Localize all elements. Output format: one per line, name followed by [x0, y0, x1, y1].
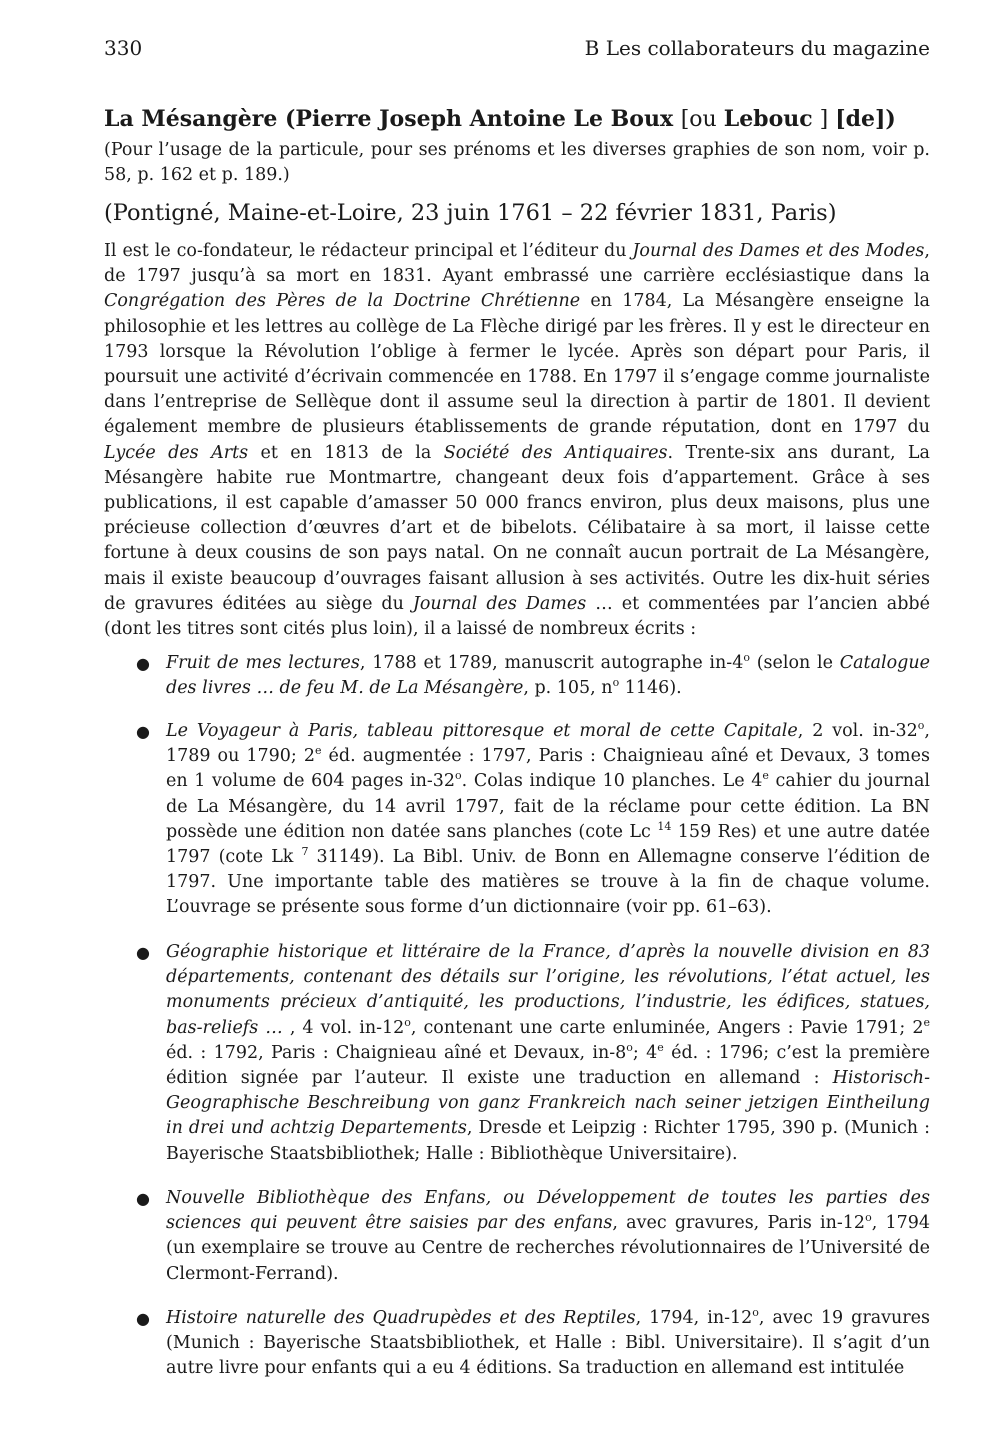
text-run: cahier du journal de La Mésangère, du 14 avril 1797, fait de la réclame pour cette édition. La BN possède une édition non datée sans planches (cote Lc — [166, 771, 930, 842]
journal-title: Journal des Dames et des Modes — [632, 241, 925, 261]
text-run: éd. : 1792, Paris : Chaignieau aîné et Devaux, in-8 — [166, 1042, 627, 1063]
text-run: ; 4 — [632, 1042, 658, 1063]
text-run: , contenant une carte enluminée, Angers : Pavie 1791; 2 — [410, 1017, 924, 1038]
superscript: o — [917, 719, 925, 733]
entry-name: La Mésangère (Pierre Joseph Antoine Le Boux — [104, 106, 681, 132]
text-run: , 1794 (un exemplaire se trouve au Centre de recherches révolutionnaires de l’Université de Clermont-Ferrand). — [166, 1213, 930, 1284]
section-title: B Les collaborateurs du magazine — [584, 36, 930, 60]
bullet-icon: ● — [136, 722, 150, 741]
text-run: , 1789 ou 1790; 2 — [166, 721, 930, 767]
text-run: , p. 105, n — [523, 678, 613, 699]
superscript: e — [762, 769, 769, 783]
page-number: 330 — [104, 36, 143, 60]
list-item — [136, 940, 931, 1167]
text-run: . Trente-six ans durant, La Mésangère habite rue Montmartre, changeant deux fois d’appartement. Grâce à ses publications, il est capable d’amasser 50 000 francs environ, plus deux maisons, plus une précieuse collection d’œuvres d’art et de bibelots. Célibataire à sa mort, il laisse cette fortune à deux cousins de son pays natal. On ne connaît aucun portrait de La Mésangère, mais il existe beaucoup d’ouvrages faisant allusion à ses activités. Outre les dix-huit séries de gravures éditées au siège du — [104, 442, 930, 614]
particle: [de]) — [835, 106, 896, 132]
running-header — [104, 34, 930, 62]
text-run: , de 1797 jusqu’à sa mort en 1831. Ayant embrassé une carrière ecclésiastique dans la — [104, 241, 930, 287]
usage-note: (Pour l’usage de la particule, pour ses prénoms et les diverses graphies de son nom, voir p. 58, p. 162 et p. 189.) — [104, 140, 930, 185]
alt-name-close: ] — [812, 107, 836, 132]
work-title: Géographie historique et littéraire de la France, d’après la nouvelle division en 83 départements, contenant des détails sur l’origine, les révolutions, l’état actuel, les monuments précieux d’antiquité, les productions, l’industrie, les édifices, statues, bas-reliefs … — [166, 942, 930, 1038]
superscript: e — [923, 1015, 930, 1029]
superscript: o — [752, 1306, 759, 1320]
superscript: o — [455, 769, 462, 783]
superscript: 7 — [301, 845, 309, 859]
entry-heading — [104, 104, 930, 135]
text-run: 31149). La Bibl. Univ. de Bonn en Allemagne conserve l’édition de 1797. Une importante table des matières se trouve à la fin de chaque volume. L’ouvrage se présente sous forme d’un dictionnaire (voir pp. 61–63). — [166, 847, 930, 918]
superscript: 14 — [657, 819, 672, 833]
text-run: , 4 vol. in-12 — [282, 1017, 405, 1038]
list-item — [136, 719, 930, 921]
work-title: Le Voyageur à Paris, tableau pittoresque et moral de cette Capitale — [166, 721, 798, 741]
work-title: Histoire naturelle des Quadrupèdes et des Reptiles — [166, 1308, 636, 1328]
superscript: e — [315, 744, 322, 758]
list-item — [136, 1186, 930, 1287]
list-item — [136, 1306, 930, 1382]
text-run: , 2 vol. in-32 — [797, 721, 918, 741]
text-run: et en 1813 de la — [248, 442, 444, 463]
congregation-name: Congrégation des Pères de la Doctrine Chrétienne — [104, 291, 581, 312]
biography-paragraph — [104, 239, 930, 642]
superscript: o — [865, 1211, 872, 1225]
bullet-icon: ● — [136, 1189, 150, 1208]
text-run: éd. : 1796; c’est la première édition signée par l’auteur. Il existe une traduction en allemand : — [166, 1042, 931, 1089]
bullet-icon: ● — [136, 654, 150, 673]
work-title: Nouvelle Bibliothèque des Enfans, ou Développement de toutes les parties des sciences qui peuvent être saisies par des enfans — [166, 1188, 930, 1234]
alt-name-open: [ou — [680, 107, 724, 132]
institution-name: Lycée des Arts — [104, 442, 249, 463]
superscript: o — [743, 651, 750, 665]
list-item — [136, 651, 930, 701]
text-run: , 1794, in-12 — [635, 1308, 753, 1328]
text-run: , avec gravures, Paris in-12 — [612, 1213, 866, 1234]
translation-title: Historisch-Geographische Beschreibung von ganz Frankreich nach seiner jetzigen Eintheilung in drei und achtzig Departements — [166, 1068, 930, 1139]
text-run: Il est le co-fondateur, le rédacteur principal et l’éditeur du — [104, 241, 633, 261]
institution-name: Société des Antiquaires — [443, 442, 668, 463]
text-run: 159 Res) et une autre datée 1797 (cote Lk — [166, 821, 930, 868]
text-run: … et commentées par l’ancien abbé (dont les titres sont cités plus loin), il a laissé de nombreux écrits : — [104, 593, 930, 640]
journal-title: Journal des Dames — [412, 593, 587, 614]
superscript: o — [626, 1040, 633, 1054]
catalogue-title: Catalogue des livres … de feu M. de La Mésangère — [166, 653, 930, 699]
text-run: . Colas indique 10 planches. Le 4 — [461, 771, 763, 792]
text-run: , avec 19 gravures (Munich : Bayerische Staatsbibliothek, et Halle : Bibl. Universitaire). Il s’agit d’un autre livre pour enfants qui a eu 4 éditions. Sa traduction en allemand est intitulée — [166, 1308, 930, 1379]
alt-name: Lebouc — [723, 106, 813, 132]
superscript: e — [657, 1040, 664, 1054]
text-run: en 1784, La Mésangère enseigne la philosophie et les lettres au collège de La Flèche dirigé par les frères. Il y est le directeur en 1793 lorsque la Révolution l’oblige à fermer le lycée. Après son départ pour Paris, il poursuit une activité d’écrivain commencée en 1788. En 1797 il s’engage comme journaliste dans l’entreprise de Sellèque dont il assume seul la direction à partir de 1801. Il devient également membre de plusieurs établissements de grande réputation, dont en 1797 du — [104, 291, 930, 438]
work-title: Fruit de mes lectures — [166, 653, 360, 673]
superscript: o — [612, 676, 620, 690]
text-run: (selon le — [749, 653, 840, 673]
text-run: 1146). — [619, 678, 682, 699]
life-dates: (Pontigné, Maine-et-Loire, 23 juin 1761 – 22 février 1831, Paris) — [104, 200, 837, 226]
superscript: o — [404, 1015, 411, 1029]
text-run: éd. augmentée : 1797, Paris : Chaignieau aîné et Devaux, 3 tomes en 1 volume de 604 pages in-32 — [166, 746, 930, 792]
text-run: , Dresde et Leipzig : Richter 1795, 390 p. (Munich : Bayerische Staatsbibliothek; Halle : Bibliothèque Universitaire). — [166, 1118, 931, 1164]
text-run: , 1788 et 1789, manuscrit autographe in-4 — [359, 653, 744, 673]
bullet-icon: ● — [136, 943, 150, 962]
bullet-icon: ● — [136, 1309, 150, 1328]
